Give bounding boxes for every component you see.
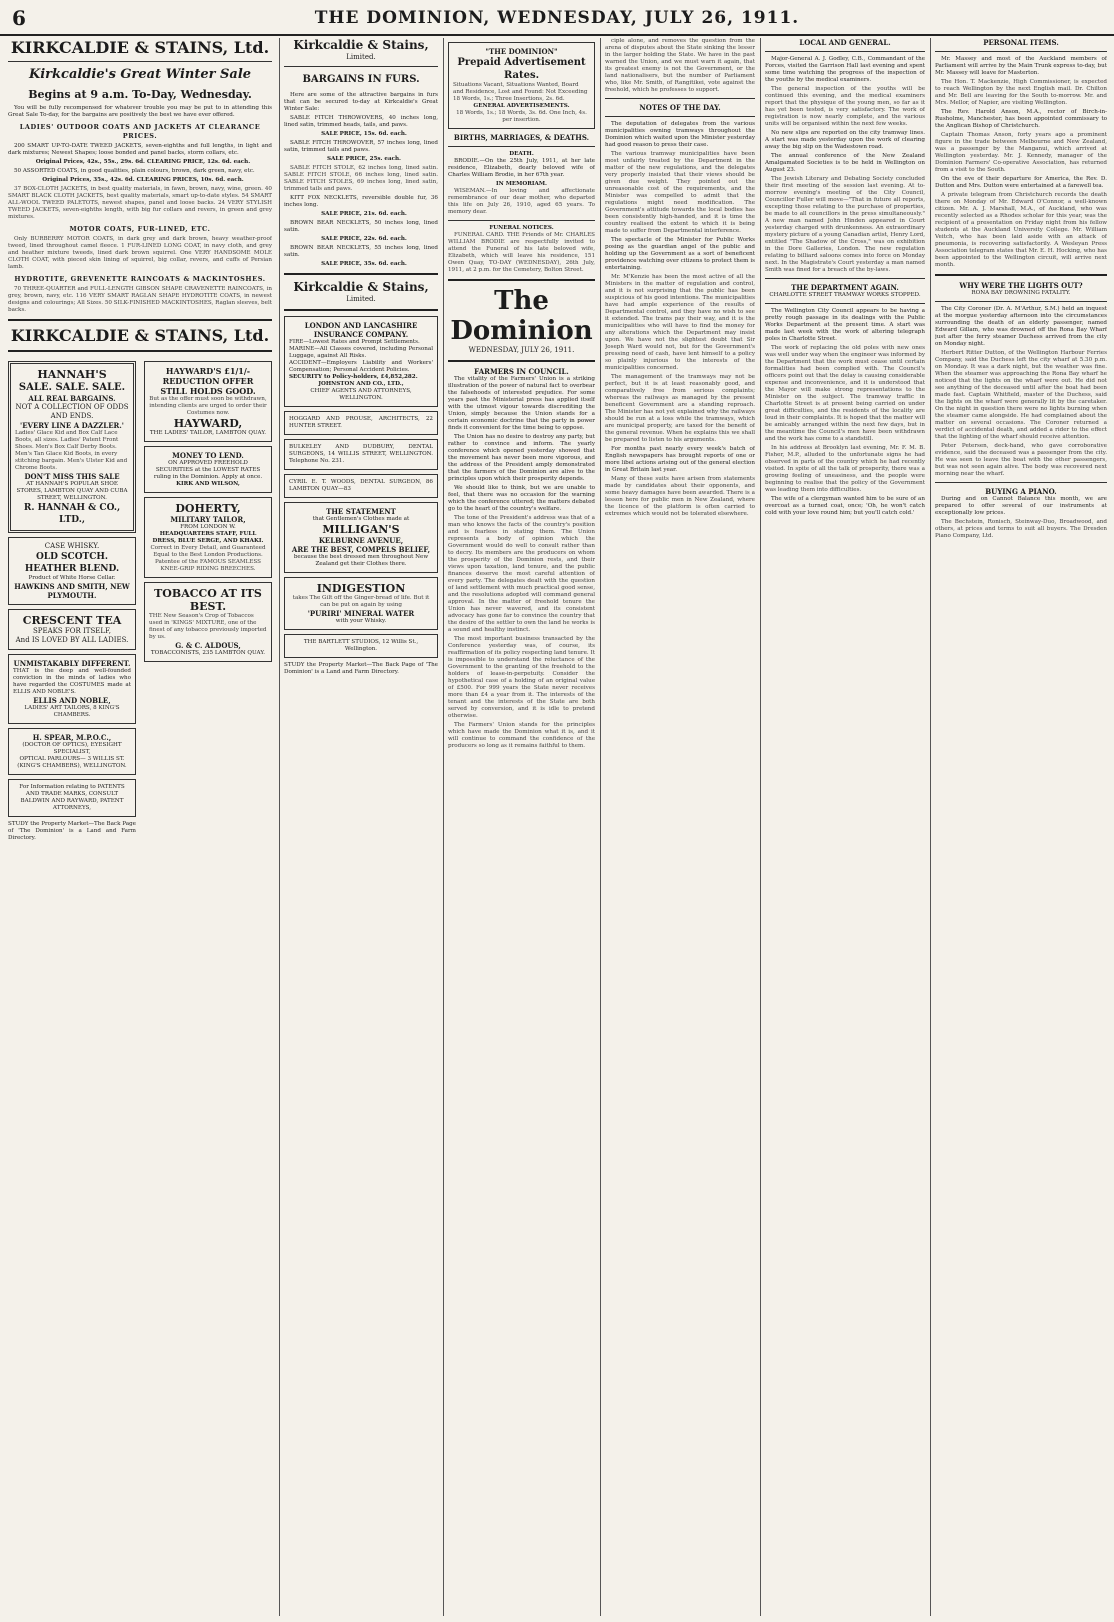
personal-paragraph: The Rev. Harold Anson, M.A., rector of Birch-in-Rusholme, Manchester, has been appointed commissary to the Anglican Bishop of Christchurch. xyxy=(935,109,1107,129)
milligan-statement-2: that Gentlemen's Clothes made at xyxy=(312,516,410,522)
section-raincoats: HYDROTITE, GREVENETTE RAINCOATS & MACKINTOSHES. xyxy=(14,275,266,283)
local-paragraph: Major-General A. J. Godley, C.B., Commandant of the Forces, visited the Garrison Hall last evening and spent some time watching the progress of the inspection of the youths by the medical examiners. xyxy=(765,56,925,83)
hannah-name: HANNAH'S xyxy=(37,368,107,381)
kirkcaldie-limited-repeat: Limited. xyxy=(346,295,376,303)
fur-price: SALE PRICE, 35s. 6d. each. xyxy=(321,261,407,267)
department-paragraph: The Wellington City Council appears to be having a pretty rough passage in its dealings with the Public Works Department at the present time. A start was made last week with the work of altering telegraph poles in Charlotte Street. xyxy=(765,308,925,342)
local-paragraph: The annual conference of the New Zealand Amalgamated Societies is to be held in Wellington on August 23. xyxy=(765,153,925,173)
department-title: THE DEPARTMENT AGAIN. xyxy=(791,283,899,292)
fur-item: SABLE FITCH THROWOVERS, 40 inches long, lined satin, trimmed heads, tails, and paws. xyxy=(284,115,438,128)
whisky-brand: OLD SCOTCH. HEATHER BLEND. xyxy=(24,552,120,574)
local-paragraph: No new slips are reported on the city tramway lines. A start was made yesterday upon the work of clearing away the big slip on the Wadestown road. xyxy=(765,130,925,150)
department-subtitle: CHARLOTTE STREET TRAMWAY WORKS STOPPED. xyxy=(769,292,921,298)
sale-item: 200 SMART UP-TO-DATE TWEED JACKETS, seven-eighths and full lengths, in light and dark mixtures; Newest Shapes; loose bonded and panel backs, storm collars, etc. xyxy=(8,143,272,156)
aldous-sub: TOBACCONISTS, 235 LAMBTON QUAY. xyxy=(150,650,266,656)
personal-paragraph: Mr. Massey and most of the Auckland members of Parliament will arrive by the Main Trunk express to-day, but Mr. Massey will leave for Masterton. xyxy=(935,56,1107,76)
death-text: BRODIE.—On the 25th July, 1911, at her late residence, Elizabeth, dearly beloved wife of Charles William Brodie, in her 67th year. xyxy=(448,158,595,178)
sale-intro: You will be fully recompensed for whatever trouble you may be put to in attending this Great Sale To-day, for the bargains are positively the best we have ever offered. xyxy=(8,105,272,118)
leader-title: FARMERS IN COUNCIL. xyxy=(474,367,569,376)
fur-item: BROWN BEAR NECKLETS, 50 inches long, lined satin. xyxy=(284,220,438,233)
fur-price: SALE PRICE, 25s. each. xyxy=(326,156,402,162)
kirkcaldie-firm-col2-repeat: Kirkcaldie & Stains, xyxy=(293,280,429,294)
crescent-line2: And IS LOVED BY ALL LADIES. xyxy=(15,636,129,644)
general-ads-head: GENERAL ADVERTISEMENTS. xyxy=(473,103,570,109)
milligan-text: because the best dressed men throughout New Zealand get their Clothes there. xyxy=(293,554,429,567)
notes-paragraph: The spectacle of the Minister for Public Works posing as the guardian angel of the public and holding up the Government as a sort of beneficent providence watching over citizens to protect them is entertaining. xyxy=(605,237,755,271)
hayward-tailor: THE LADIES' TAILOR, LAMBTON QUAY. xyxy=(149,430,267,436)
doherty-head: HEADQUARTERS STAFF, FULL DRESS, BLUE SERGE, AND KHAKI. xyxy=(152,531,264,544)
ellis-text: THAT is the deep and well-founded conviction in the minds of ladies who have regarded the COSTUMES made at ELLIS AND NOBLE'S. xyxy=(13,668,131,695)
births-head: BIRTHS, MARRIAGES, & DEATHS. xyxy=(453,133,590,142)
page-number: 6 xyxy=(12,6,26,30)
filler-text: SABLE FITCH STOLE, 62 inches long, lined satin. SABLE FITCH STOLE, 66 inches long, lined satin. SABLE FITCH STOLES, 69 inches long, lined satin, trimmed tails and paws. xyxy=(284,165,438,192)
hannah-stores: AT HANNAH'S POPULAR SHOE STORES, LAMBTON QUAY AND CUBA STREET, WELLINGTON. xyxy=(16,481,128,501)
sale-item: 50 ASSORTED COATS, in good qualities, plain colours, brown, dark green, navy, etc. xyxy=(14,168,255,174)
puriri-sub: with your Whisky. xyxy=(335,618,387,624)
milligan-name: MILLIGAN'S xyxy=(322,523,400,536)
whisky-product: Product of White Horse Cellar. xyxy=(28,575,116,581)
column-4: ciple alone, and removes the question from the arena of disputes about the State sinking the lesser in the larger holding the State. We have in the past warned the Union, and we must warn it again, that its greatest enemy is not the Government, or the land nationalisers, but the number of Parliament who, like Mr. Smith, of Rangitikei, vote against the freehold, which he professes to support. NOTES OF THE DAY. The deputation of delegates from the various municipalities owning tramways throughout the Dominion which waited upon the Minister yesterday had good reason to press their case. The various tramway municipalities have been most unfairly treated by the Department in the matter of the new regulations, and the delegates very properly insisted that their views should be given due weight. They pointed out the unreasonable cost of the requirements, and the Minister was compelled to admit that the regulations might need modification. The Government's attitude towards the local bodies has been consistently high-handed, and it is time the country realised the extent to which it is being made to suffer from Departmental interference. The spectacle of the Minister for Public Works posing as the guardian angel of the public and holding up the Government as a sort of beneficent providence watching over citizens to protect them is entertaining. Mr. M'Kenzie has been the most active of all the Ministers in the matter of regulation and control, and it is not surprising that the public has been suspicious of his good intentions. The municipalities have had ample experience of the results of Departmental control, and they have no wish to see it extended. The trams pay their way, and it is the municipalities who will have to find the money for any alterations which the Department may insist upon. We have not the slightest doubt that Sir Joseph Ward would not, but for the Government's pressing need of cash, have lent himself to a policy so plainly injurious to the interests of the municipalities concerned. The management of the tramways may not be perfect, but it is at least reasonably good, and comparatively free from serious complaints; whereas the railways as managed by the present beneficent Government are a standing reproach. The Minister has not yet explained why the railways should be run at a loss while the tramways, which are municipal property, are taxed for the benefit of the general revenue. When he explains this we shall be prepared to listen to his arguments. For months past nearly every week's batch of English newspapers has brought reports of one or more libel actions arising out of the general election in Great Britain last year. Many of these suits have arisen from statements made by candidates about their opponents, and some heavy damages have been awarded. There is a lesson here for public men in New Zealand, where the licence of the platform is often carried to extremes which would not be tolerated elsewhere. xyxy=(605,38,755,517)
crescent-line1: SPEAKS FOR ITSELF, xyxy=(33,627,111,635)
insurance-agents: JOHNSTON AND CO., LTD., xyxy=(318,381,404,387)
kirkcaldie-firm: KIRKCALDIE & STAINS, Ltd. xyxy=(10,38,270,57)
sale-item-price: Original Prices, 35s., 42s. 6d. CLEARING PRICES, 10s. 6d. each. xyxy=(42,177,244,183)
study-notice: STUDY the Property Market—The Back Page of 'The Dominion' is a Land and Farm Directory. xyxy=(8,821,136,841)
hayward-name: HAYWARD, xyxy=(173,417,243,430)
section-ladies-coats: LADIES' OUTDOOR COATS AND JACKETS AT CLEARANCE PRICES. xyxy=(19,123,261,140)
aldous-name: G. & C. ALDOUS, xyxy=(175,641,241,650)
piano-paragraph: During and on Cannot Balance this month, we are prepared to offer several of our instruments at exceptionally low prices. xyxy=(935,496,1107,516)
local-general-title: LOCAL AND GENERAL. xyxy=(799,38,891,47)
column-rule xyxy=(930,38,931,1616)
furs-intro: Here are some of the attractive bargains in furs that can be secured to-day at Kirkcaldie's Great Winter Sale: xyxy=(284,92,438,112)
hannah-firm: R. HANNAH & CO., LTD., xyxy=(23,503,121,525)
spear-sub: (DOCTOR OF OPTICS), EYESIGHT SPECIALIST, xyxy=(22,742,122,755)
indigestion-head: INDIGESTION xyxy=(316,582,406,595)
milligan-statement: THE STATEMENT xyxy=(326,507,396,516)
puriri-name: 'PURIRI' MINERAL WATER xyxy=(307,609,415,618)
filler-text: 70 THREE-QUARTER and FULL-LENGTH GIBSON SHAPE CRAVENETTE RAINCOATS, in grey, brown, navy, etc. 116 VERY SMART RAGLAN SHAPE HYDROTITE COATS, in newest designs and colourings; All Sizes. 50 SILK-FINISHED MACKINTOSHES, Raglan sleeves, belt backs. xyxy=(8,286,272,313)
woods-ad: CYRIL E. T. WOODS, DENTAL SURGEON, 86 LAMBTON QUAY—83 xyxy=(284,474,438,498)
column-rule xyxy=(760,38,761,1616)
insurance-accident: ACCIDENT—Employers Liability and Workers' Compensation; Personal Accident Policies. xyxy=(289,360,433,373)
death-head: DEATH. xyxy=(509,151,534,157)
unmistakably-head: UNMISTAKABLY DIFFERENT. xyxy=(13,659,131,668)
crescent-name: CRESCENT TEA xyxy=(22,614,122,627)
sale-title: Kirkcaldie's Great Winter Sale xyxy=(28,67,252,82)
kirk-wilson: KIRK AND WILSON, xyxy=(176,481,240,487)
fur-item: KITT FOX NECKLETS, reversible double fur, 36 inches long. xyxy=(284,195,438,208)
sale-item-price: Original Prices, 42s., 55s., 29s. 6d. CLEARING PRICE, 12s. 6d. each. xyxy=(35,159,251,165)
hoggard-ad: HOGGARD AND PROUSE, ARCHITECTS, 22 HUNTER STREET. xyxy=(284,411,438,435)
ellis-name: ELLIS AND NOBLE, xyxy=(33,696,111,705)
page-masthead xyxy=(0,0,1114,36)
dominion-masthead: The Dominion xyxy=(450,286,593,346)
insurance-fire: FIRE—Lowest Rates and Prompt Settlements. xyxy=(289,339,420,345)
doherty-name: DOHERTY, xyxy=(175,502,241,515)
spear-name: H. SPEAR, M.P.O.C., xyxy=(32,733,112,742)
lights-subtitle: RONA BAY DROWNING FATALITY. xyxy=(971,290,1071,296)
fur-price: SALE PRICE, 15s. 6d. each. xyxy=(321,131,407,137)
leader-paragraph: We should like to think, but we are unable to feel, that there was no occasion for the warning which the conference uttered; the matters debated go to the heart of the country's welfare. xyxy=(448,485,595,512)
column-rule xyxy=(443,38,444,1616)
column-3: "THE DOMINION" Prepaid Advertisement Rates. Situations Vacant, Situations Wanted, Board and Residence, Lost and Found: Not Exceeding 18 Words, 1s.; Three Insertions, 2s. 6d. GENERAL ADVERTISEMENTS. 18 Words, 1s.; 18 Words, 3s. 6d. One Inch, 4s. per insertion. BIRTHS, MARRIAGES, & DEATHS. DEATH. BRODIE.—On the 25th July, 1911, at her late residence, Elizabeth, dearly beloved wife of Charles William Brodie, in her 67th year. IN MEMORIAM. WISEMAN.—In loving and affectionate remembrance of our dear mother, who departed this life on July 26, 1910, aged 65 years. To memory dear. FUNERAL NOTICES. FUNERAL CARD. THE Friends of Mr. CHARLES WILLIAM BRODIE are respectfully invited to attend the Funeral of his late beloved wife, Elizabeth, which will leave his residence, 151 Owen Quay, TO-DAY (WEDNESDAY), 26th July, 1911, at 2 p.m. for the Cemetery, Bolton Street. The Dominion WEDNESDAY, JULY 26, 1911. FARMERS IN COUNCIL. The vitality of the Farmers' Union is a striking illustration of the power of natural fact to overbear the falsehoods of interested prejudice. For some years past the Ministerial press has applied itself with the utmost vigour towards discrediting the Union, simply because the Union stands for a certain economic doctrine that the party in power finds it convenient for the time being to oppose. The Union has no desire to destroy any party, but rather to convince and inform. The yearly conference which opened yesterday showed that the movement has never been more vigorous, and the address of the President amply demonstrated that the farmers of the Dominion are alive to the principles upon which their prosperity depends. We should like to think, but we are unable to feel, that there was no occasion for the warning which the conference uttered; the matters debated go to the heart of the country's welfare. The tone of the President's address was that of a man who knows the facts of the country's position and is fearless in stating them. The Union represents a body of opinion which the Government would do well to consult rather than to decry. Its members are the producers on whom the prosperity of the Dominion rests, and their views upon taxation, land tenure, and the public finances deserve the most careful attention of every party. The delegates dealt with the question of land settlement with much practical good sense, and the resolutions adopted will command general approval. In the matter of freehold tenure the Union has never wavered, and its consistent advocacy has gone far to convince the country that the desire of the settler to own the land he works is a sound and healthy instinct. The most important business transacted by the Conference yesterday was, of course, its reaffirmation of its policy respecting land tenure. It is impossible to understand the reluctance of the Government to the granting of the freehold to the holders of lease-in-perpetuity. Consider the hypothetical case of a holding of an original value of £500. For 999 years the State never receives more than £4 a year from it. The interests of the tenant and the interests of the State are both served by conversion, and it is idle to pretend otherwise. The Farmers' Union stands for the principles which have made the Dominion what it is, and it will continue to command the confidence of the producers so long as it remains faithful to them. xyxy=(448,38,595,1616)
column-2: Kirkcaldie & Stains, Limited. BARGAINS IN FURS. Here are some of the attractive bargains in furs that can be secured to-day at Kirkcaldie's Great Winter Sale: SABLE FITCH THROWOVERS, 40 inches long, lined satin, trimmed heads, tails, and paws. SALE PRICE, 15s. 6d. each. SABLE FITCH THROWOVER, 57 inches long, lined satin, trimmed tails and paws. SALE PRICE, 25s. each. SABLE FITCH STOLE, 62 inches long, lined satin. SABLE FITCH STOLE, 66 inches long, lined satin. SABLE FITCH STOLES, 69 inches long, lined satin, trimmed tails and paws. KITT FOX NECKLETS, reversible double fur, 36 inches long. SALE PRICE, 21s. 6d. each. BROWN BEAR NECKLETS, 50 inches long, lined satin. SALE PRICE, 22s. 6d. each. BROWN BEAR NECKLETS, 55 inches long, lined satin. SALE PRICE, 35s. 6d. each. Kirkcaldie & Stains, Limited. LONDON AND LANCASHIRE INSURANCE COMPANY. FIRE—Lowest Rates and Prompt Settlements. MARINE—All Classes covered, including Personal Luggage, against All Risks. ACCIDENT—Employers Liability and Workers' Compensation; Personal Accident Policies. SECURITY to Policy-holders, £4,852,282. JOHNSTON AND CO., LTD., CHIEF AGENTS AND ATTORNEYS, WELLINGTON. HOGGARD AND PROUSE, ARCHITECTS, 22 HUNTER STREET. BULKELEY AND DUDBURY, DENTAL SURGEONS, 14 WILLIS STREET, WELLINGTON. Telephone No. 231. CYRIL E. T. WOODS, DENTAL SURGEON, 86 LAMBTON QUAY—83 THE STATEMENT that Gentlemen's Clothes made at MILLIGAN'S KELBURNE AVENUE, ARE THE BEST, COMPELS BELIEF, because the best dressed men throughout New Zealand get their Clothes there. INDIGESTION takes The Gilt off the Ginger-bread of life. But it can be put on again by using 'PURIRI' MINERAL WATER with your Whisky. THE BARTLETT STUDIOS, 12 Willis St., Wellington. STUDY the Property Market—The Back Page of 'The Dominion' is a Land and Farm Directory. xyxy=(284,38,438,675)
prepaid-rates: Prepaid Advertisement Rates. xyxy=(457,57,586,81)
tobacco-head: TOBACCO AT ITS BEST. xyxy=(154,587,262,613)
hannah-odds: NOT A COLLECTION OF ODDS AND ENDS. xyxy=(15,403,129,420)
insurance-security: SECURITY to Policy-holders, £4,852,282. xyxy=(289,374,418,380)
milligan-addr: KELBURNE AVENUE, xyxy=(318,536,404,545)
fur-item: BROWN BEAR NECKLETS, 55 inches long, lined satin. xyxy=(284,245,438,258)
leader-date: WEDNESDAY, JULY 26, 1911. xyxy=(468,346,575,354)
fur-price: SALE PRICE, 21s. 6d. each. xyxy=(321,211,407,217)
insurance-marine: MARINE—All Classes covered, including Personal Luggage, against All Risks. xyxy=(289,346,433,359)
notes-paragraph: For months past nearly every week's batch of English newspapers has brought reports of one or more libel actions arising out of the general election in Great Britain last year. xyxy=(605,446,755,473)
insurance-name: LONDON AND LANCASHIRE INSURANCE COMPANY. xyxy=(304,321,418,339)
kirkcaldie-firm-repeat: KIRKCALDIE & STAINS, Ltd. xyxy=(10,326,270,345)
hannah-bargains: ALL REAL BARGAINS. xyxy=(28,394,116,403)
spear-addr: OPTICAL PARLOURS— 3 WILLIS ST. (KING'S CHAMBERS), WELLINGTON. xyxy=(17,756,127,769)
section-motor-coats: MOTOR COATS, FUR-LINED, ETC. xyxy=(69,225,211,233)
sale-time: Begins at 9 a.m. To-Day, Wednesday. xyxy=(28,88,252,101)
insurance-agents-sub: CHIEF AGENTS AND ATTORNEYS, WELLINGTON. xyxy=(310,388,412,401)
leader-paragraph: The vitality of the Farmers' Union is a striking illustration of the power of natural fact to overbear the falsehoods of interested prejudice. For some years past the Ministerial press has applied itself with the utmost vigour towards discrediting the Union, simply because the Union stands for a certain economic doctrine that the party in power finds it convenient for the time being to oppose. xyxy=(448,376,595,431)
notes-paragraph: The deputation of delegates from the various municipalities owning tramways throughout the Dominion which waited upon the Minister yesterday had good reason to press their case. xyxy=(605,121,755,148)
column-6: PERSONAL ITEMS. Mr. Massey and most of the Auckland members of Parliament will arrive by the Main Trunk express to-day, but Mr. Massey will leave for Masterton. The Hon. T. Mackenzie, High Commissioner, is expected to reach Wellington by the next English mail. Dr. Chilton and Mr. Bell are leaving for the South to-morrow. Mr. and Mrs. Mellor, of Napier, are visiting Wellington. The Rev. Harold Anson, M.A., rector of Birch-in-Rusholme, Manchester, has been appointed commissary to the Anglican Bishop of Christchurch. Captain Thomas Anson, forty years ago a prominent figure in the trade between Melbourne and New Zealand, was a passenger by the Manganui, which arrived at Wellington yesterday. Mr. J. Kennedy, manager of the Dominion Farmers' Co-operative Association, has returned from a visit to the South. On the eve of their departure for America, the Rev. D. Dutton and Mrs. Dutton were entertained at a farewell tea. A private telegram from Christchurch records the death there on Monday of Mr. Edward O'Connor, a well-known citizen. Mr. A. J. Marshall, M.A., of Auckland, who was recently selected as a Rhodes scholar for this year, was the recipient of a presentation on Friday night from his fellow students at the Auckland University College. Mr. William Veitch, who has been laid aside with an attack of pneumonia, is recovering satisfactorily. A Wesleyan Press Association telegram states that Mr. E. H. Hocking, who has been appointed to the Wellington circuit, will arrive next month. WHY WERE THE LIGHTS OUT? RONA BAY DROWNING FATALITY. The City Coroner (Dr. A. M'Arthur, S.M.) held an inquest at the morgue yesterday afternoon into the circumstances surrounding the death of an elderly passenger, named Edward Gillam, who was drowned off the Rona Bay Wharf just after the ferry steamer Duchess arrived from the city on Monday night. Herbert Ritter Dutton, of the Wellington Harbour Ferries Company, said the Duchess left the city wharf at 5.30 p.m. on Monday. It was a dark night, but the weather was fine. When the steamer was approaching the Rona Bay wharf he noticed that the lights on the wharf were out. He did not see anything of the deceased until after the boat had been made fast. Captain Whitfield, master of the Duchess, said the lights on the wharf were generally lit by the caretaker. On the night in question there were no lights burning when the steamer came alongside. He had complained about the matter on several occasions. The Coroner returned a verdict of accidental death, and added a rider to the effect that the lighting of the wharf should receive attention. Peter Petersen, deck-hand, who gave corroborative evidence, said the deceased was a passenger from the city. He was seen to leave the boat with the other passengers, but was not seen again alive. The body was recovered next morning near the wharf. BUYING A PIANO. During and on Cannot Balance this month, we are prepared to offer several of our instruments at exceptionally low prices. The Bechstein, Ronisch, Steinway-Duo, Broadwood, and others, at prices and terms to suit all buyers. The Dresden Piano Company, Ltd. xyxy=(935,38,1107,539)
department-paragraph: The wife of a clergyman wanted him to be sure of an overcoat as a turned coat, once; 'Oh, he won't catch cold with your love round him; but you'll catch cold.' xyxy=(765,496,925,516)
newspaper-title: THE DOMINION, WEDNESDAY, JULY 26, 1911. xyxy=(314,8,800,28)
kirkcaldie-firm-col2: Kirkcaldie & Stains, xyxy=(293,38,429,52)
hannah-dazzler: 'EVERY LINE A DAZZLER.' xyxy=(20,421,124,430)
money-to-lend: MONEY TO LEND. xyxy=(172,451,244,460)
bartlett-ad: THE BARTLETT STUDIOS, 12 Willis St., Wellington. xyxy=(284,634,438,658)
milligan-best: ARE THE BEST, COMPELS BELIEF, xyxy=(291,545,431,554)
dominion-rates-head: "THE DOMINION" xyxy=(485,47,558,56)
bargains-in-furs: BARGAINS IN FURS. xyxy=(302,74,420,85)
hannah-sale: SALE. SALE. SALE. xyxy=(18,382,126,393)
column-1: KIRKCALDIE & STAINS, Ltd. Kirkcaldie's Great Winter Sale Begins at 9 a.m. To-Day, Wednesday. You will be fully recompensed for whatever trouble you may be put to in attending this Great Sale To-day, for the bargains are positively the best we have ever offered. LADIES' OUTDOOR COATS AND JACKETS AT CLEARANCE PRICES. 200 SMART UP-TO-DATE TWEED JACKETS, seven-eighths and full lengths, in light and dark mixtures; Newest Shapes; loose bonded and panel backs, storm collars, etc. Original Prices, 42s., 55s., 29s. 6d. CLEARING PRICE, 12s. 6d. each. 50 ASSORTED COATS, in good qualities, plain colours, brown, dark green, navy, etc. Original Prices, 35s., 42s. 6d. CLEARING PRICES, 10s. 6d. each. 37 BOX-CLOTH JACKETS, in best quality materials, in fawn, brown, navy, wine, green. 40 SMART BLACK CLOTH JACKETS, best quality materials, smart up-to-date styles. 54 SMART ALL-WOOL TWEED PALETOTS, newest shapes, panel and loose backs. 24 VERY STYLISH TWEED JACKETS, seven-eighths length, with big fur collars and revers, in green and grey mixtures. MOTOR COATS, FUR-LINED, ETC. Only BURBERRY MOTOR COATS, in dark grey and dark brown, heavy weather-proof tweed, lined throughout camel fleece. 1 FUR-LINED LONG COAT, in navy cloth, and grey and heather mixture tweeds, lined dark brown squirrel. One VERY HANDSOME MOLE CLOTH COAT, with pieced skin lining of squirrel, big collar, revers, and cuffs of Persian lamb. HYDROTITE, GREVENETTE RAINCOATS & MACKINTOSHES. 70 THREE-QUARTER and FULL-LENGTH GIBSON SHAPE CRAVENETTE RAINCOATS, in grey, brown, navy, etc. 116 VERY SMART RAGLAN SHAPE HYDROTITE COATS, in newest designs and colourings; All Sizes. 50 SILK-FINISHED MACKINTOSHES, Raglan sleeves, belt backs. KIRKCALDIE & STAINS, Ltd. HANNAH'S SALE. SALE. SALE. ALL REAL BARGAINS. NOT A COLLECTION OF ODDS AND ENDS. 'EVERY LINE A DAZZLER.' Ladies' Glace Kid and Box Calf Lace Boots, all sizes. Ladies' Patent Front Shoes. Men's Box Calf Derby Boots. Men's Tan Glace Kid Boots, in every stitching bargain. Men's Ulster Kid and Chrome Boots. DON'T MISS THIS SALE AT HANNAH'S POPULAR SHOE STORES, LAMBTON QUAY AND CUBA STREET, WELLINGTON. R. HANNAH & CO., LTD., CASE WHISKY. OLD SCOTCH. HEATHER BLEND. Product of White Horse Cellar. HAWKINS AND SMITH, NEW PLYMOUTH. CRESCENT TEA SPEAKS FOR ITSELF, And IS LOVED BY ALL LADIES. UNMISTAKABLY DIFFERENT. THAT is the deep and well-founded conviction in the minds of ladies who have regarded the COSTUMES made at ELLIS AND NOBLE'S. ELLIS AND NOBLE, LADIES' ART TAILORS, 8 KING'S CHAMBERS. H. SPEAR, M.P.O.C., (DOCTOR OF OPTICS), EYESIGHT SPECIALIST, OPTICAL PARLOURS— 3 WILLIS ST. (KING'S CHAMBERS), WELLINGTON. For Information relating to PATENTS AND TRADE MARKS, CONSULT BALDWIN AND RAYWARD, PATENT ATTORNEYS, STUDY the Property Market—The Back Page of 'The Dominion' is a Land and Farm Directory. HAYWARD'S £1/1/- REDUCTION OFFER STILL HOLDS GOOD. But as the offer must soon be withdrawn, intending clients are urged to order their Costumes now. HAYWARD, THE LADIES' TAILOR, LAMBTON QUAY. MONEY TO LEND. ON APPROVED FREEHOLD SECURITIES at the LOWEST RATES ruling in the Dominion. Apply at once. KIRK AND WILSON, DOHERTY, MILITARY TAILOR, FROM LONDON W. HEADQUARTERS STAFF, FULL DRESS, BLUE SERGE, AND KHAKI. Correct in Every Detail, and Guaranteed Equal to the Best London Productions. Patentee of the FAMOUS SEAMLESS KNEE-GRIP RIDING BREECHES. TOBACCO AT ITS BEST. THE New Season's Crop of Tobaccos used in 'KINGS' MIXTURE, one of the finest of any tobacco previously imported by us. G. & C. ALDOUS, TOBACCONISTS, 235 LAMBTON QUAY. xyxy=(8,38,272,841)
whisky-maker: HAWKINS AND SMITH, NEW PLYMOUTH. xyxy=(14,582,130,600)
funeral-head: FUNERAL NOTICES. xyxy=(489,225,554,231)
lights-title: WHY WERE THE LIGHTS OUT? xyxy=(959,281,1083,290)
personal-title: PERSONAL ITEMS. xyxy=(983,38,1059,47)
column-5: LOCAL AND GENERAL. Major-General A. J. Godley, C.B., Commandant of the Forces, visited the Garrison Hall last evening and spent some time watching the progress of the inspection of the youths by the medical examiners. The general inspection of the youths will be continued this evening, and the medical examiners report that the physique of the young men, so far as it has yet been tested, is very satisfactory. The work of registration is now nearly complete, and the various units will be organised within the next few weeks. No new slips are reported on the city tramway lines. A start was made yesterday upon the work of clearing away the big slip on the Wadestown road. The annual conference of the New Zealand Amalgamated Societies is to be held in Wellington on August 23. The Jewish Literary and Debating Society concluded their first meeting of the session last evening. At to-morrow evening's meeting of the City Council, Councillor Fuller will move—"That in future all reports, excepting those relating to the purchase of properties, be made to all councillors in the press simultaneously." A new man named John Hinden appeared in Court yesterday charged with drunkenness. An extraordinary mystery picture of a young Canadian artist, Henry Lord, entitled "The Shadow of the Cross," was on exhibition in the Dore Galleries, London. The new regulation relating to billiard saloons comes into force on Monday next. In the Magistrate's Court yesterday a man named Smith was fined for a breach of the by-laws. THE DEPARTMENT AGAIN. CHARLOTTE STREET TRAMWAY WORKS STOPPED. The Wellington City Council appears to be having a pretty rough passage in its dealings with the Public Works Department at the present time. A start was made last week with the work of altering telegraph poles in Charlotte Street. The work of replacing the old poles with new ones was well under way when the engineer was informed by the Department that the work must cease until certain formalities had been complied with. The Council's officers point out that the delay is causing considerable expense and inconvenience, and it is understood that the Mayor will make strong representations to the Minister on the subject. The tramway traffic in Charlotte Street is at present being carried on under great difficulties, and the residents of the locality are loud in their complaints. It is hoped that the matter will be amicably arranged within the next few days, but in the meantime the Council's men have been withdrawn and the work has come to a standstill. In his address at Brooklyn last evening, Mr. F. M. B. Fisher, M.P., alluded to the unfortunate signs he had observed in parts of the country which he had recently visited. In spite of all the talk of prosperity, there was a growing feeling of uneasiness, and the people were beginning to realise that the policy of the Government was leading them into difficulties. The wife of a clergyman wanted him to be sure of an overcoat as a turned coat, once; 'Oh, he won't catch cold with your love round him; but you'll catch cold.' xyxy=(765,38,925,516)
bulkeley-ad: BULKELEY AND DUDBURY, DENTAL SURGEONS, 14 WILLIS STREET, WELLINGTON. Telephone No. 231. xyxy=(284,439,438,470)
study-notice-2: STUDY the Property Market—The Back Page of 'The Dominion' is a Land and Farm Directory. xyxy=(284,662,438,675)
fur-price: SALE PRICE, 22s. 6d. each. xyxy=(321,236,407,242)
fur-item: SABLE FITCH THROWOVER, 57 inches long, lined satin, trimmed tails and paws. xyxy=(284,140,438,153)
kirkcaldie-limited: Limited. xyxy=(346,53,376,61)
memoriam-head: IN MEMORIAM. xyxy=(496,181,547,187)
freehold-text: ON APPROVED FREEHOLD SECURITIES at the LOWEST RATES ruling in the Dominion. Apply at once. xyxy=(153,460,263,480)
hayward-offer: HAYWARD'S £1/1/- REDUCTION OFFER STILL HOLDS GOOD. xyxy=(160,366,256,396)
notes-title: NOTES OF THE DAY. xyxy=(639,103,721,112)
doherty-title: MILITARY TAILOR, xyxy=(170,515,246,524)
personal-paragraph: On the eve of their departure for America, the Rev. D. Dutton and Mrs. Dutton were entertained at a farewell tea. xyxy=(935,176,1107,189)
column-rule xyxy=(279,38,280,1616)
column-rule xyxy=(600,38,601,1616)
filler-text: Only BURBERRY MOTOR COATS, in dark grey and dark brown, heavy weather-proof tweed, lined throughout camel fleece. 1 FUR-LINED LONG COAT, in navy cloth, and grey and heather mixture tweeds, lined dark brown squirrel. One VERY HANDSOME MOLE CLOTH COAT, with pieced skin lining of squirrel, big collar, revers, and cuffs of Persian lamb. xyxy=(8,236,272,270)
doherty-from: FROM LONDON W. xyxy=(180,524,236,530)
piano-title: BUYING A PIANO. xyxy=(985,487,1057,496)
ellis-sub: LADIES' ART TAILORS, 8 KING'S CHAMBERS. xyxy=(24,705,120,718)
hannah-miss: DON'T MISS THIS SALE xyxy=(24,472,120,481)
leader-paragraph: The Union has no desire to destroy any party, but rather to convince and inform. The yearly conference which opened yesterday showed that the movement has never been more vigorous, and the address of the President amply demonstrated that the farmers of the Dominion are alive to the principles upon which their prosperity depends. xyxy=(448,434,595,482)
lights-paragraph: The City Coroner (Dr. A. M'Arthur, S.M.) held an inquest at the morgue yesterday afternoon into the circumstances surrounding the death of an elderly passenger, named Edward Gillam, who was drowned off the Rona Bay Wharf just after the ferry steamer Duchess arrived from the city on Monday night. xyxy=(935,306,1107,347)
filler-text: 37 BOX-CLOTH JACKETS, in best quality materials, in fawn, brown, navy, wine, green. 40 SMART BLACK CLOTH JACKETS, best quality materials, smart up-to-date styles. 54 SMART ALL-WOOL TWEED PALETOTS, newest shapes, panel and loose backs. 24 VERY STYLISH TWEED JACKETS, seven-eighths length, with big fur collars and revers, in green and grey mixtures. xyxy=(8,186,272,220)
patents: For Information relating to PATENTS AND TRADE MARKS, CONSULT BALDWIN AND RAYWARD, PATENT ATTORNEYS, xyxy=(19,784,125,811)
whisky-case: CASE WHISKY. xyxy=(44,542,100,550)
